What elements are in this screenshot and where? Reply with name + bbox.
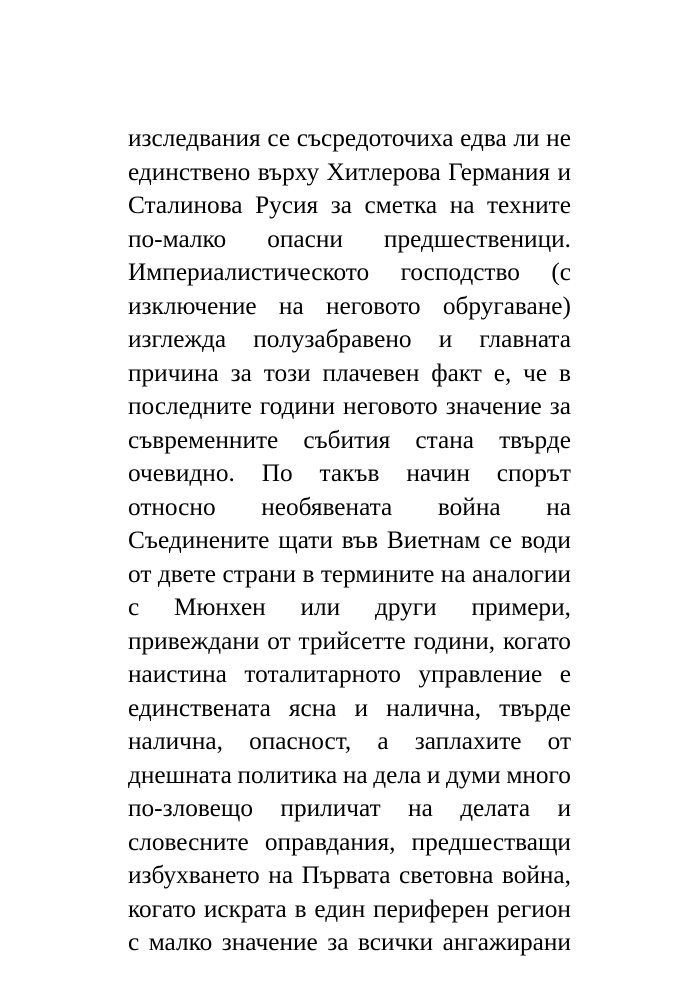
text-line: изглежда полузабравено и главната (128, 325, 571, 353)
text-line: Сталинова Русия за сметка на техните (128, 191, 571, 219)
text-line: по-зловещо приличат на делата и (128, 794, 571, 822)
text-line: Съединените щати във Виетнам се води (128, 526, 571, 554)
text-line: привеждани от трийсетте години, когато (128, 626, 571, 655)
text-line: съвременните събития стана твърде (128, 425, 571, 454)
text-line: единствено върху Хитлерова Германия и (128, 157, 571, 186)
text-line: по-малко опасни предшественици. (128, 224, 571, 253)
text-line: изключение на неговото обругаване) (128, 291, 571, 320)
text-line: Империалистическото господство (с (128, 258, 571, 286)
text-line: словесните оправдания, предшестващи (128, 827, 571, 856)
body-text (128, 122, 571, 960)
text-line: с малко значение за всички ангажирани (128, 928, 571, 956)
text-line: единствената ясна и налична, твърде (128, 693, 571, 722)
text-line: когато искрата в един периферен регион (128, 894, 571, 923)
text-line: наистина тоталитарното управление е (128, 660, 571, 688)
text-line: избухването на Първата световна война, (128, 861, 571, 889)
text-line: днешната политика на дела и думи много (128, 760, 571, 789)
text-line: от двете страни в термините на аналогии (128, 559, 571, 588)
text-line: с Мюнхен или други примери, (128, 593, 571, 621)
text-line: последните години неговото значение за (128, 392, 571, 420)
text-line: относно необявената война на (128, 492, 571, 521)
text-line: изследвания се съсредоточиха едва ли не (128, 124, 571, 152)
text-line: очевидно. По такъв начин спорът (128, 459, 571, 487)
text-line: причина за този плачевен факт е, че в (128, 358, 571, 387)
text-line: налична, опасност, а заплахите от (128, 727, 571, 755)
